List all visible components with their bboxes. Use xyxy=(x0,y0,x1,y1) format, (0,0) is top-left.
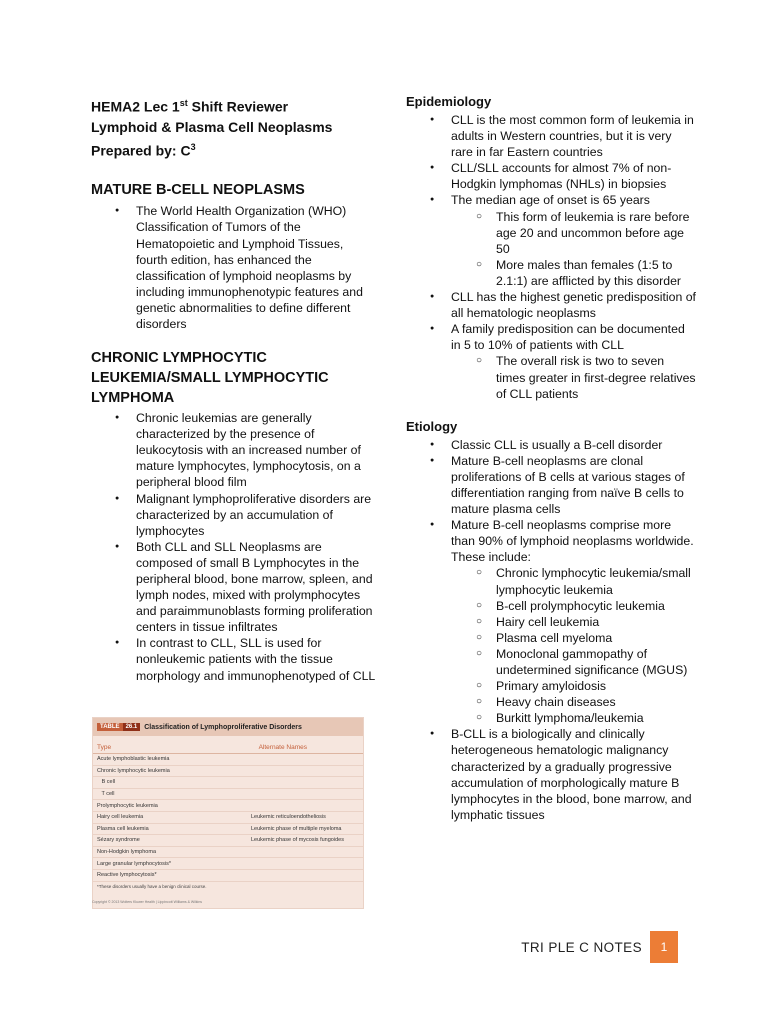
page-number: 1 xyxy=(650,931,678,963)
table-row xyxy=(93,789,363,801)
list-item: ● Both CLL and SLL Neoplasms are composed of small B Lymphocytes in the peripheral blood, bone marrow, spleen, and lymph nodes, mixed with prolymphocytes and paraimmunoblasts forming proliferation centers in tissue infiltrates xyxy=(91,539,376,636)
etiology-list xyxy=(406,437,696,823)
list-item: ● Malignant lymphoproliferative disorders are characterized by an accumulation of lymphocytes xyxy=(91,491,376,539)
title-line3-sup: 3 xyxy=(190,141,196,152)
table-row xyxy=(93,777,363,789)
etiology-heading: Etiology xyxy=(406,418,458,434)
list-item: ● In contrast to CLL, SLL is used for nonleukemic patients with the tissue morphology and immunophenotyped of CLL xyxy=(91,635,376,683)
footer-text: TRI PLE C NOTES xyxy=(521,939,642,955)
table-cell-type: Sézary syndrome xyxy=(97,837,140,844)
table-cell-type: Reactive lymphocytosis* xyxy=(97,872,157,879)
sub-list-item: ○ Chronic lymphocytic leukemia/small lymphocytic leukemia xyxy=(406,565,696,597)
table-cell-type: B cell xyxy=(97,779,116,786)
list-item: ● Classic CLL is usually a B-cell disorder xyxy=(406,437,696,453)
table-row xyxy=(93,835,363,847)
document-title xyxy=(91,93,376,160)
table-cell-type: Acute lymphoblastic leukemia xyxy=(97,756,170,763)
table-row xyxy=(93,754,363,766)
table-cell-type: Large granular lymphocytosis* xyxy=(97,860,171,867)
table-cell-type: Chronic lymphocytic leukemia xyxy=(97,767,170,774)
table-row xyxy=(93,812,363,824)
sub-list-item: ○ This form of leukemia is rare before age 20 and uncommon before age 50 xyxy=(406,209,696,257)
sub-list-item: ○ Monoclonal gammopathy of undetermined significance (MGUS) xyxy=(406,646,696,678)
list-item: ● Mature B-cell neoplasms are clonal proliferations of B cells at various stages of differentiation ranging from naïve B cells to mature plasma cells xyxy=(406,453,696,517)
cll-heading: CHRONIC LYMPHOCYTIC LEUKEMIA/SMALL LYMPHOCYTIC LYMPHOMA xyxy=(91,350,329,407)
sub-list-item: ○ Hairy cell leukemia xyxy=(406,614,696,630)
list-item: ● The World Health Organization (WHO) Classification of Tumors of the Hematopoietic and Lymphoid Tissues, fourth edition, has enhanced the classification of lymphoid neoplasms by including immunophenotypic features and genetic abnormalities to define different disorders xyxy=(91,203,376,332)
col-alt: Alternate Names xyxy=(258,744,307,751)
col-type: Type xyxy=(97,744,112,751)
sub-list-item: ○ Burkitt lymphoma/leukemia xyxy=(406,710,696,726)
table-cell-alt: Leukemic reticuloendotheliosis xyxy=(251,814,326,821)
sub-list-item: ○ B-cell prolymphocytic leukemia xyxy=(406,598,696,614)
table-copyright: Copyright © 2013 Wolters Kluwer Health | Lippincott Williams & Wilkins xyxy=(92,900,203,904)
title-line1-suffix: Shift Reviewer xyxy=(187,98,289,115)
table-cell-type: T cell xyxy=(97,791,115,798)
table-columns xyxy=(93,736,363,754)
table-row xyxy=(93,870,363,882)
table-row xyxy=(93,824,363,836)
table-rows xyxy=(93,754,363,882)
title-line2: Lymphoid & Plasma Cell Neoplasms xyxy=(91,118,333,135)
table-cell-alt: Leukemic phase of mycosis fungoides xyxy=(251,837,344,844)
table-header xyxy=(93,718,363,736)
table-number: 26.1 xyxy=(123,723,141,731)
list-item: ● The median age of onset is 65 years xyxy=(406,192,696,208)
mature-heading: MATURE B-CELL NEOPLASMS xyxy=(91,182,305,199)
mature-list xyxy=(91,203,376,332)
title-line1: HEMA2 Lec 1 xyxy=(91,98,180,115)
epidemiology-heading: Epidemiology xyxy=(406,94,492,109)
table-cell-type: Hairy cell leukemia xyxy=(97,814,144,821)
list-item: ● Mature B-cell neoplasms comprise more than 90% of lymphoid neoplasms worldwide. These include: xyxy=(406,517,696,565)
cll-list xyxy=(91,410,376,684)
list-item: ● A family predisposition can be documented in 5 to 10% of patients with CLL xyxy=(406,321,696,353)
sub-list-item: ○ Primary amyloidosis xyxy=(406,678,696,694)
page-footer xyxy=(521,931,678,963)
table-row xyxy=(93,800,363,812)
title-sup: st xyxy=(179,98,188,108)
table-label: TABLE xyxy=(97,723,123,731)
table-cell-type: Plasma cell leukemia xyxy=(97,825,149,832)
left-column xyxy=(91,93,376,684)
table-cell-alt: Leukemic phase of multiple myeloma xyxy=(251,825,342,832)
classification-table xyxy=(92,717,364,909)
list-item: ● CLL/SLL accounts for almost 7% of non-Hodgkin lymphomas (NHLs) in biopsies xyxy=(406,160,696,192)
sub-list-item: ○ Heavy chain diseases xyxy=(406,694,696,710)
list-item: ● CLL is the most common form of leukemia in adults in Western countries, but it is very rare in far Eastern countries xyxy=(406,112,696,160)
table-cell-type: Prolymphocytic leukemia xyxy=(97,802,158,809)
list-item: ● B-CLL is a biologically and clinically heterogeneous hematologic malignancy characterized by a gradually progressive accumulation of morphologically mature B lymphocytes in the blood, bone marrow, and lymphatic tissues xyxy=(406,726,696,823)
table-row xyxy=(93,766,363,778)
sub-list-item: ○ Plasma cell myeloma xyxy=(406,630,696,646)
sub-list-item: ○ More males than females (1:5 to 2.1:1) are afflicted by this disorder xyxy=(406,257,696,289)
sub-list-item: ○ The overall risk is two to seven times greater in first-degree relatives of CLL patients xyxy=(406,353,696,401)
epidemiology-list xyxy=(406,112,696,402)
table-row xyxy=(93,858,363,870)
table-note: *These disorders usually have a benign clinical course. xyxy=(97,883,207,889)
title-line3: Prepared by: C xyxy=(91,142,191,159)
table-row xyxy=(93,847,363,859)
table-title: Classification of Lymphoproliferative Disorders xyxy=(144,723,302,731)
table-cell-type: Non-Hodgkin lymphoma xyxy=(97,849,156,856)
list-item: ● Chronic leukemias are generally characterized by the presence of leukocytosis with an increased number of mature lymphocytes, lymphocytosis, on a peripheral blood film xyxy=(91,410,376,490)
list-item: ● CLL has the highest genetic predisposition of all hematologic neoplasms xyxy=(406,289,696,321)
right-column xyxy=(406,93,696,823)
